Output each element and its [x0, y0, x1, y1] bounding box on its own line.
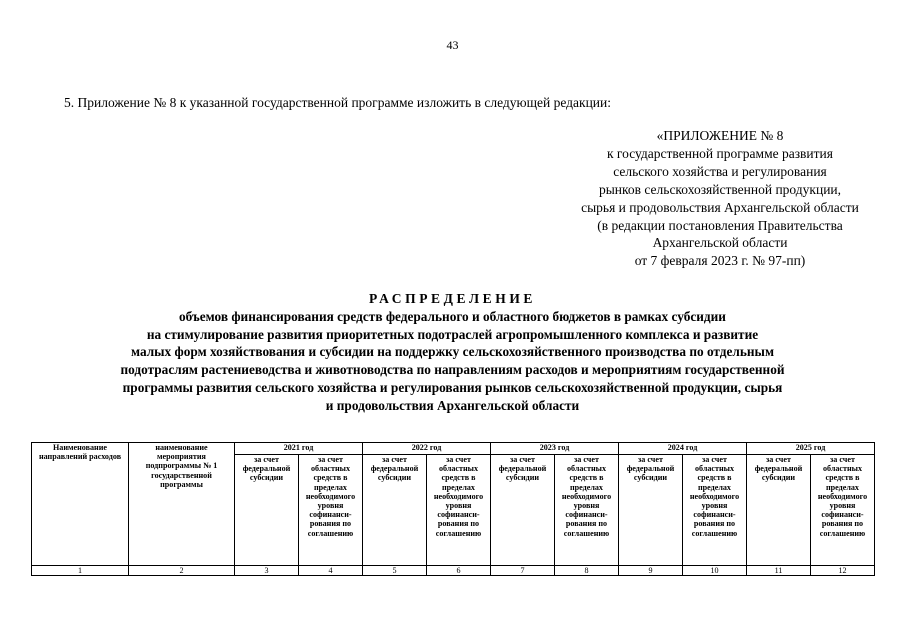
header-federal-subsidy: за счет федеральной субсидии: [619, 455, 683, 566]
header-year-2025: 2025 год: [747, 443, 875, 455]
header-federal-subsidy: за счет федеральной субсидии: [363, 455, 427, 566]
column-number: 8: [555, 566, 619, 576]
annex-line: (в редакции постановления Правительства: [597, 217, 843, 233]
financing-table: [31, 442, 875, 576]
header-regional-funds: за счет областных средств в пределах необходимого уровня софинанси-рования по соглашению: [683, 455, 747, 566]
annex-line: к государственной программе развития: [607, 145, 833, 161]
annex-line: сырья и продовольствия Архангельской области: [581, 199, 859, 215]
column-number: 10: [683, 566, 747, 576]
column-number: 4: [299, 566, 363, 576]
annex-header: [560, 127, 880, 270]
intro-paragraph: 5. Приложение № 8 к указанной государственной программе изложить в следующей редакции:: [64, 95, 611, 110]
annex-line: Архангельской области: [652, 235, 788, 251]
column-number: 2: [129, 566, 235, 576]
column-number: 6: [427, 566, 491, 576]
column-number: 9: [619, 566, 683, 576]
header-federal-subsidy: за счет федеральной субсидии: [747, 455, 811, 566]
header-expense-directions: Наименование направлений расходов: [32, 443, 129, 566]
header-federal-subsidy: за счет федеральной субсидии: [235, 455, 299, 566]
annex-line: рынков сельскохозяйственной продукции,: [598, 181, 842, 197]
column-number: 3: [235, 566, 299, 576]
annex-line: от 7 февраля 2023 г. № 97-пп): [634, 253, 806, 269]
column-number: 1: [32, 566, 129, 576]
subtitle-line: и продовольствия Архангельской области: [325, 397, 580, 413]
page-number: 43: [446, 38, 459, 52]
column-number: 11: [747, 566, 811, 576]
column-number: 12: [811, 566, 875, 576]
subtitle-line: малых форм хозяйствования и субсидии на поддержку сельскохозяйственного производства по отдельным: [130, 344, 774, 360]
subtitle-line: подотраслям растениеводства и животноводства по направлениям расходов и мероприятиям государственной: [120, 362, 785, 378]
column-number: 7: [491, 566, 555, 576]
header-subprogram-measure: наименование мероприятия подпрограммы № 1 государственной программы: [129, 443, 235, 566]
header-regional-funds: за счет областных средств в пределах необходимого уровня софинанси-рования по соглашению: [555, 455, 619, 566]
subtitle-line: программы развития сельского хозяйства и регулирования рынков сельскохозяйственной продукции, сырья: [122, 379, 783, 395]
header-year-2023: 2023 год: [491, 443, 619, 455]
header-year-2024: 2024 год: [619, 443, 747, 455]
subtitle-line: на стимулирование развития приоритетных подотраслей агропромышленного комплекса и развитие: [146, 326, 759, 342]
header-regional-funds: за счет областных средств в пределах необходимого уровня софинанси-рования по соглашению: [427, 455, 491, 566]
subtitle-line: объемов финансирования средств федерального и областного бюджетов в рамках субсидии: [179, 309, 726, 324]
header-regional-funds: за счет областных средств в пределах необходимого уровня софинанси-рования по соглашению: [299, 455, 363, 566]
header-year-2022: 2022 год: [363, 443, 491, 455]
header-year-2021: 2021 год: [235, 443, 363, 455]
annex-line: сельского хозяйства и регулирования: [613, 163, 827, 179]
column-number: 5: [363, 566, 427, 576]
document-subtitle: [0, 308, 905, 414]
document-title: РАСПРЕДЕЛЕНИЕ: [368, 291, 537, 306]
header-regional-funds: за счет областных средств в пределах необходимого уровня софинанси-рования по соглашению: [811, 455, 875, 566]
header-federal-subsidy: за счет федеральной субсидии: [491, 455, 555, 566]
annex-line: «ПРИЛОЖЕНИЕ № 8: [656, 128, 784, 143]
